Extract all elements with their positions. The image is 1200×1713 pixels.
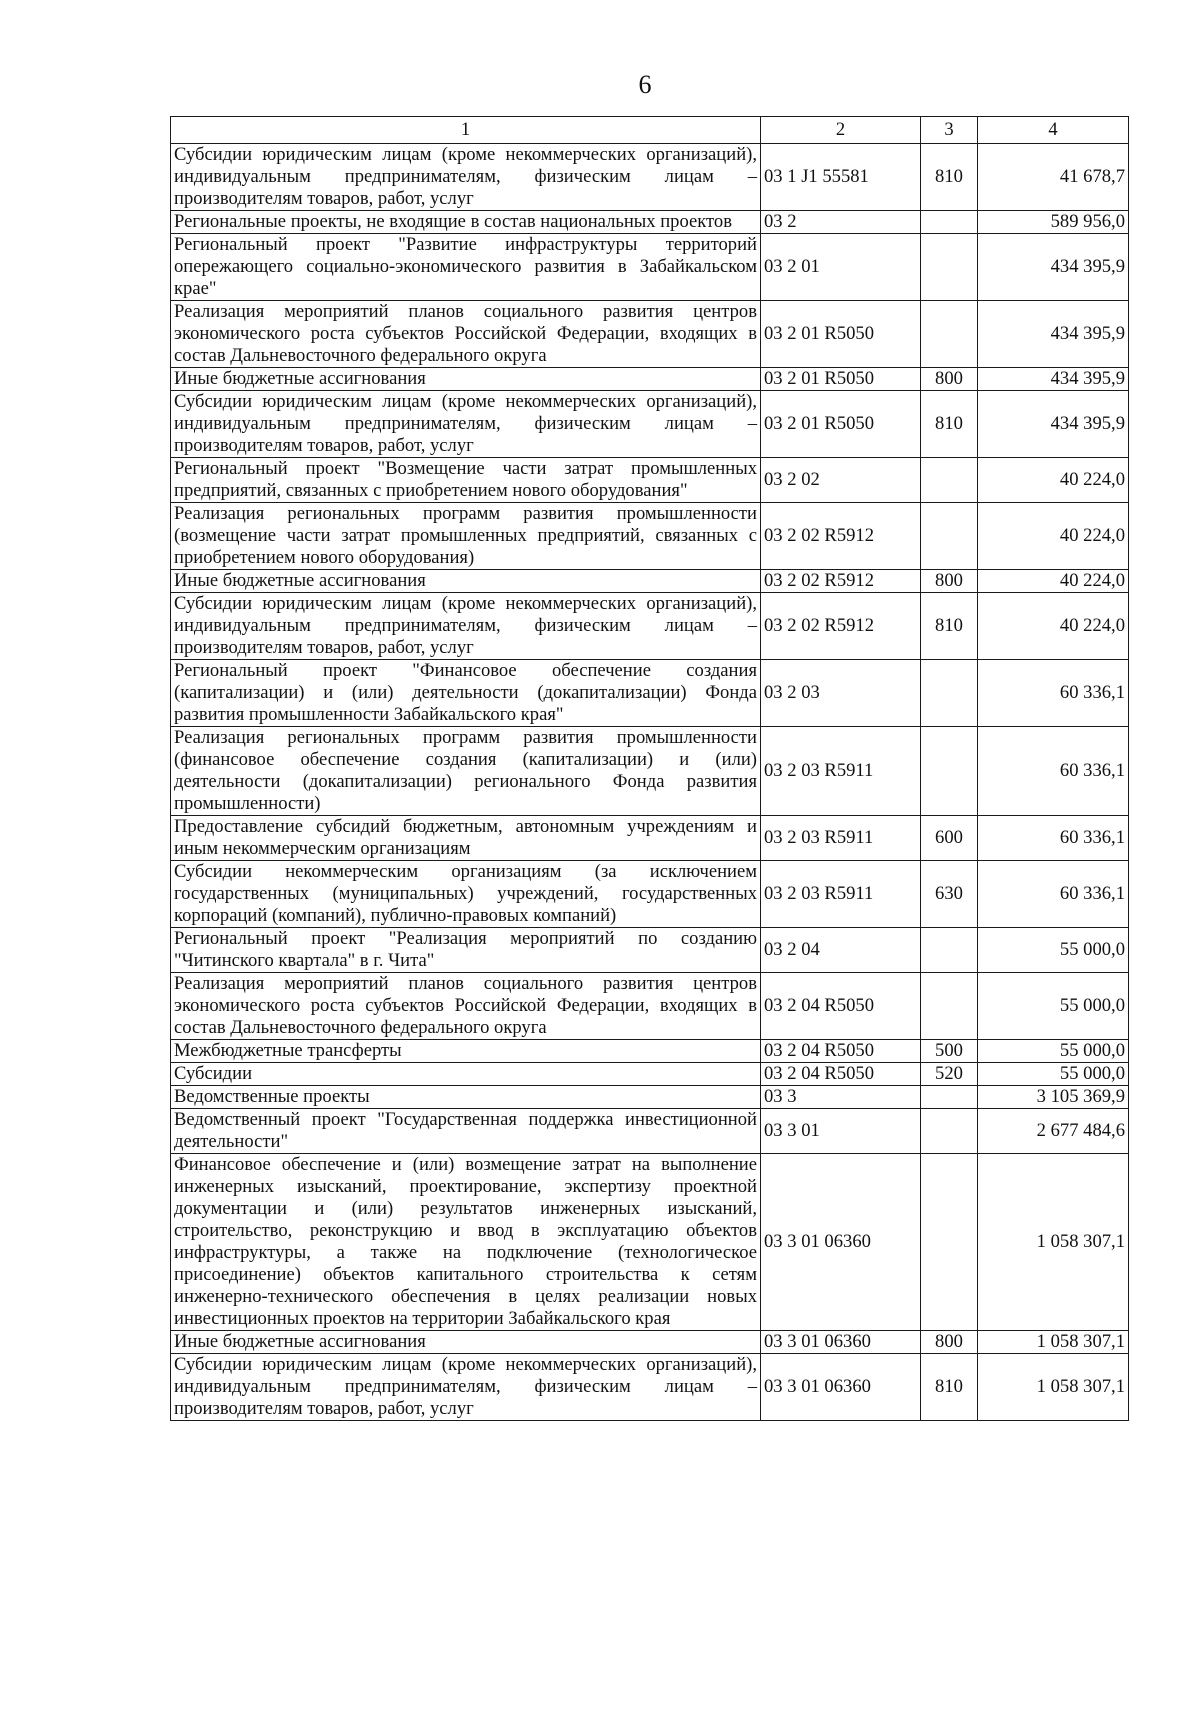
row-code: 03 2 04 R5050 (761, 973, 921, 1040)
row-expense-type (921, 211, 978, 234)
row-code: 03 3 01 06360 (761, 1354, 921, 1421)
row-name: Реализация региональных программ развития промышленности (финансовое обеспечение создания (капитализации) и (или) деятельности (докапитализации) регионального Фонда развития промышленности) (171, 727, 761, 816)
row-amount: 434 395,9 (978, 234, 1129, 301)
row-code: 03 2 01 R5050 (761, 301, 921, 368)
row-name: Предоставление субсидий бюджетным, автономным учреждениям и иным некоммерческим организациям (171, 816, 761, 861)
column-header-4: 4 (978, 117, 1129, 144)
row-amount: 434 395,9 (978, 368, 1129, 391)
row-expense-type: 630 (921, 861, 978, 928)
column-header-2: 2 (761, 117, 921, 144)
table-row (171, 660, 1129, 727)
row-name: Субсидии юридическим лицам (кроме некоммерческих организаций), индивидуальным предпринимателям, физическим лицам – производителям товаров, работ, услуг (171, 1354, 761, 1421)
row-name: Субсидии некоммерческим организациям (за исключением государственных (муниципальных) учреждений, государственных корпораций (компаний), публично-правовых компаний) (171, 861, 761, 928)
table-row (171, 234, 1129, 301)
row-name: Региональный проект "Развитие инфраструктуры территорий опережающего социально-экономического развития в Забайкальском крае" (171, 234, 761, 301)
row-expense-type (921, 1109, 978, 1154)
row-amount: 589 956,0 (978, 211, 1129, 234)
table-row (171, 973, 1129, 1040)
row-code: 03 2 01 R5050 (761, 391, 921, 458)
row-expense-type (921, 458, 978, 503)
table-row (171, 928, 1129, 973)
row-expense-type: 810 (921, 144, 978, 211)
row-name: Субсидии юридическим лицам (кроме некоммерческих организаций), индивидуальным предпринимателям, физическим лицам – производителям товаров, работ, услуг (171, 593, 761, 660)
table-row (171, 861, 1129, 928)
table-row (171, 1040, 1129, 1063)
row-amount: 40 224,0 (978, 458, 1129, 503)
row-amount: 434 395,9 (978, 301, 1129, 368)
row-expense-type: 810 (921, 1354, 978, 1421)
row-name: Межбюджетные трансферты (171, 1040, 761, 1063)
row-amount: 55 000,0 (978, 1063, 1129, 1086)
row-name: Финансовое обеспечение и (или) возмещение затрат на выполнение инженерных изысканий, проектирование, экспертизу проектной документации и (или) результатов инженерных изысканий, строительство, реконструкцию и ввод в эксплуатацию объектов инфраструктуры, а также на подключение (технологическое присоединение) объектов капитального строительства к сетям инженерно-технического обеспечения в целях реализации новых инвестиционных проектов на территории Забайкальского края (171, 1154, 761, 1331)
row-expense-type: 500 (921, 1040, 978, 1063)
row-name: Реализация мероприятий планов социального развития центров экономического роста субъектов Российской Федерации, входящих в состав Дальневосточного федерального округа (171, 973, 761, 1040)
row-amount: 55 000,0 (978, 973, 1129, 1040)
table-row (171, 211, 1129, 234)
page-number: 6 (638, 70, 652, 99)
row-expense-type (921, 234, 978, 301)
row-expense-type (921, 301, 978, 368)
row-expense-type: 800 (921, 570, 978, 593)
row-name: Региональный проект "Возмещение части затрат промышленных предприятий, связанных с приобретением нового оборудования" (171, 458, 761, 503)
row-code: 03 3 (761, 1086, 921, 1109)
row-code: 03 2 02 R5912 (761, 570, 921, 593)
row-name: Региональные проекты, не входящие в состав национальных проектов (171, 211, 761, 234)
table-row (171, 144, 1129, 211)
row-code: 03 2 03 R5911 (761, 727, 921, 816)
row-name: Иные бюджетные ассигнования (171, 570, 761, 593)
row-expense-type (921, 928, 978, 973)
table-row (171, 1109, 1129, 1154)
table-row (171, 1331, 1129, 1354)
row-code: 03 2 02 R5912 (761, 593, 921, 660)
row-code: 03 2 03 (761, 660, 921, 727)
table-row (171, 1086, 1129, 1109)
row-name: Иные бюджетные ассигнования (171, 368, 761, 391)
row-amount: 2 677 484,6 (978, 1109, 1129, 1154)
row-name: Региональный проект "Финансовое обеспечение создания (капитализации) и (или) деятельности (докапитализации) Фонда развития промышленности Забайкальского края" (171, 660, 761, 727)
row-expense-type (921, 973, 978, 1040)
row-expense-type: 520 (921, 1063, 978, 1086)
row-code: 03 2 01 (761, 234, 921, 301)
column-header-3: 3 (921, 117, 978, 144)
row-expense-type (921, 660, 978, 727)
row-name: Ведомственные проекты (171, 1086, 761, 1109)
row-code: 03 1 J1 55581 (761, 144, 921, 211)
row-name: Региональный проект "Реализация мероприятий по созданию "Читинского квартала" в г. Чита" (171, 928, 761, 973)
row-name: Субсидии юридическим лицам (кроме некоммерческих организаций), индивидуальным предпринимателям, физическим лицам – производителям товаров, работ, услуг (171, 144, 761, 211)
row-code: 03 3 01 06360 (761, 1331, 921, 1354)
row-code: 03 2 02 (761, 458, 921, 503)
row-amount: 55 000,0 (978, 1040, 1129, 1063)
row-amount: 1 058 307,1 (978, 1331, 1129, 1354)
row-code: 03 2 04 (761, 928, 921, 973)
table-row (171, 727, 1129, 816)
row-expense-type (921, 1086, 978, 1109)
table-row (171, 391, 1129, 458)
row-amount: 1 058 307,1 (978, 1154, 1129, 1331)
table-row (171, 368, 1129, 391)
table-body (171, 144, 1129, 1421)
row-code: 03 2 01 R5050 (761, 368, 921, 391)
table-row (171, 1354, 1129, 1421)
row-code: 03 2 03 R5911 (761, 816, 921, 861)
row-amount: 60 336,1 (978, 727, 1129, 816)
row-expense-type: 600 (921, 816, 978, 861)
row-code: 03 2 04 R5050 (761, 1063, 921, 1086)
row-expense-type (921, 503, 978, 570)
row-name: Субсидии (171, 1063, 761, 1086)
row-name: Ведомственный проект "Государственная поддержка инвестиционной деятельности" (171, 1109, 761, 1154)
row-name: Субсидии юридическим лицам (кроме некоммерческих организаций), индивидуальным предпринимателям, физическим лицам – производителям товаров, работ, услуг (171, 391, 761, 458)
row-expense-type: 810 (921, 391, 978, 458)
table-row (171, 593, 1129, 660)
budget-table (170, 116, 1129, 1421)
row-amount: 434 395,9 (978, 391, 1129, 458)
row-amount: 60 336,1 (978, 816, 1129, 861)
row-expense-type: 800 (921, 1331, 978, 1354)
row-code: 03 2 02 R5912 (761, 503, 921, 570)
row-amount: 40 224,0 (978, 503, 1129, 570)
row-amount: 41 678,7 (978, 144, 1129, 211)
row-name: Иные бюджетные ассигнования (171, 1331, 761, 1354)
row-code: 03 3 01 (761, 1109, 921, 1154)
row-expense-type (921, 1154, 978, 1331)
table-row (171, 301, 1129, 368)
row-amount: 60 336,1 (978, 660, 1129, 727)
table-row (171, 1154, 1129, 1331)
row-amount: 3 105 369,9 (978, 1086, 1129, 1109)
row-expense-type: 800 (921, 368, 978, 391)
table-row (171, 570, 1129, 593)
row-name: Реализация мероприятий планов социального развития центров экономического роста субъектов Российской Федерации, входящих в состав Дальневосточного федерального округа (171, 301, 761, 368)
row-name: Реализация региональных программ развития промышленности (возмещение части затрат промышленных предприятий, связанных с приобретением нового оборудования) (171, 503, 761, 570)
table-row (171, 458, 1129, 503)
row-amount: 55 000,0 (978, 928, 1129, 973)
row-expense-type: 810 (921, 593, 978, 660)
row-expense-type (921, 727, 978, 816)
row-code: 03 2 (761, 211, 921, 234)
table-row (171, 816, 1129, 861)
table-row (171, 503, 1129, 570)
row-code: 03 2 03 R5911 (761, 861, 921, 928)
row-code: 03 3 01 06360 (761, 1154, 921, 1331)
row-amount: 40 224,0 (978, 570, 1129, 593)
row-amount: 40 224,0 (978, 593, 1129, 660)
column-header-1: 1 (171, 117, 761, 144)
table-header-row (171, 117, 1129, 144)
row-amount: 60 336,1 (978, 861, 1129, 928)
row-amount: 1 058 307,1 (978, 1354, 1129, 1421)
row-code: 03 2 04 R5050 (761, 1040, 921, 1063)
table-row (171, 1063, 1129, 1086)
